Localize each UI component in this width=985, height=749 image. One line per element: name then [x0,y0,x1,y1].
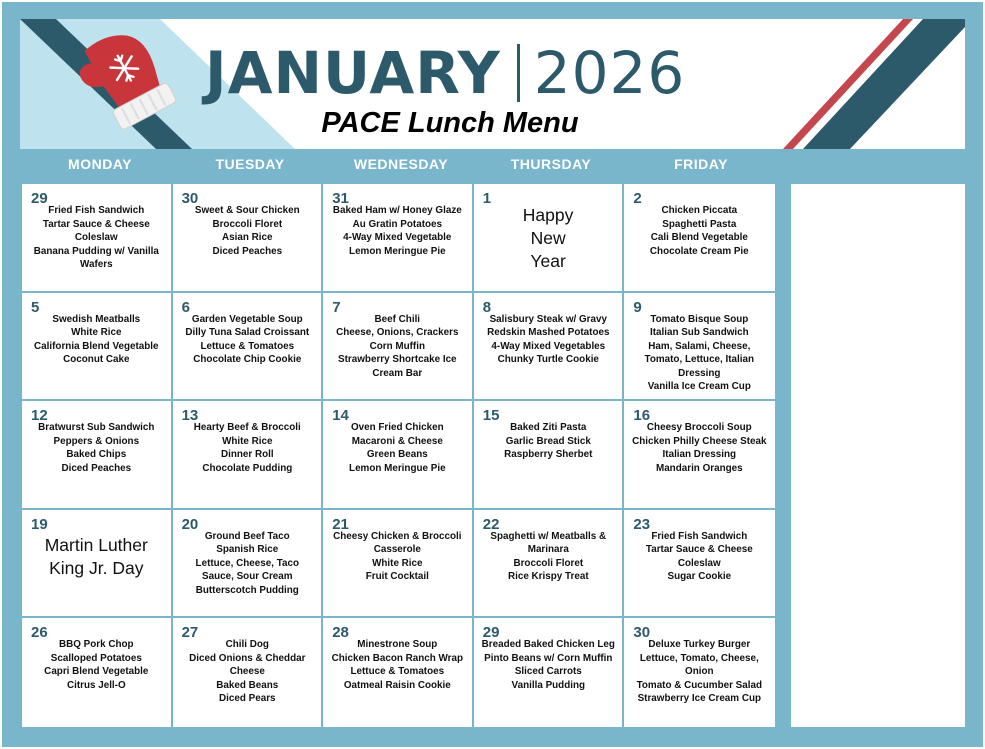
menu-item: Cheesy Broccoli Soup [647,421,753,434]
day-date: 8 [482,298,492,316]
menu-items [627,421,772,475]
day-cell [22,510,173,619]
menu-item: Cheese, Onions, Crackers [336,326,459,339]
menu-item: 4-Way Mixed Vegetable [343,231,452,243]
menu-item: Raspberry Sherbet [503,448,593,461]
day-cell [624,401,775,510]
menu-item: Asian Rice [221,231,273,243]
day-date: 31 [332,190,349,207]
menu-items [176,421,319,475]
menu-item: Green Beans [367,448,428,461]
menu-items [25,638,168,692]
day-cell [474,184,625,293]
day-cell [22,618,173,727]
menu-item: Wafers [80,258,113,270]
menu-item: Cheesy Chicken & Broccoli [333,529,462,542]
menu-item: White Rice [372,556,423,569]
day-header-tuesday: TUESDAY [215,156,285,172]
day-cell [624,293,775,402]
menu-item: Onion [685,665,714,678]
menu-items [627,313,772,394]
menu-item: Vanilla Ice Cream Cup [648,380,752,393]
menu-item: Chocolate Pudding [201,461,292,474]
day-date: 21 [332,515,349,533]
menu-item: Diced Pears [218,692,276,705]
menu-item: Strawberry Ice Cream Cup [637,692,762,705]
menu-item: Baked Beans [215,678,278,691]
day-cell [173,184,324,293]
day-date: 22 [482,515,500,533]
menu-item: Dinner Roll [220,448,274,461]
day-date: 26 [31,624,48,642]
menu-item: Strawberry Shortcake Ice [338,353,457,366]
holiday-label-line: Happy [522,205,574,225]
day-cell [474,293,625,402]
day-date: 29 [31,190,48,207]
menu-item: Chicken Philly Cheese Steak [632,434,767,447]
menu-items [176,313,319,367]
menu-items [477,638,620,692]
holiday-label-line: Year [530,251,566,271]
menu-items [25,204,168,272]
menu-item: Citrus Jell-O [66,678,126,691]
day-cell [624,184,775,293]
day-date: 9 [633,298,642,316]
menu-item: Baked Chips [66,448,127,461]
menu-item: BBQ Pork Chop [59,638,134,651]
holiday-label-line: Martin Luther [44,534,148,555]
day-cell [173,401,324,510]
menu-item: Vanilla Pudding [511,678,585,691]
menu-item: Ham, Salami, Cheese, [648,339,751,352]
menu-item: Broccoli Floret [212,217,282,230]
menu-item: Fruit Cocktail [365,570,430,583]
day-date: 6 [181,298,190,316]
menu-item: Cali Blend Vegetable [651,231,749,243]
menu-item: Macaroni & Cheese [351,434,444,447]
menu-items [326,638,469,692]
menu-item: Redskin Mashed Potatoes [486,326,610,339]
menu-items [25,313,168,367]
menu-item: Broccoli Floret [513,556,583,569]
day-date: 5 [31,298,40,316]
menu-item: Dressing [678,366,721,379]
day-date: 29 [482,624,500,642]
menu-item: Spaghetti Pasta [662,217,737,230]
menu-item: Lettuce & Tomatoes [200,339,294,352]
menu-item: Au Gratin Potatoes [352,217,443,230]
day-date: 14 [332,407,349,425]
holiday-label [476,204,621,273]
day-cell [323,184,474,293]
day-date: 28 [332,624,349,642]
day-cell [323,510,474,619]
holiday-label [24,534,169,580]
menu-items [176,638,319,706]
day-date: 23 [633,515,651,533]
day-cell [173,510,324,619]
menu-items [326,313,469,381]
menu-item: Beef Chili [374,312,421,325]
menu-items [477,421,620,462]
menu-item: Mandarin Oranges [656,461,744,474]
menu-item: California Blend Vegetable [34,339,159,352]
menu-items [326,204,469,258]
menu-items [176,204,319,258]
menu-item: Garden Vegetable Soup [191,312,303,325]
holiday-label-line: King Jr. Day [49,557,144,578]
menu-subtitle: PACE Lunch Menu [321,107,579,139]
menu-item: Marinara [527,543,569,556]
menu-item: Tartar Sauce & Cheese [646,543,754,556]
day-cell [173,618,324,727]
menu-item: Breaded Baked Chicken Leg [481,638,615,651]
menu-item: Tomato & Cucumber Salad [636,678,763,691]
day-header-friday: FRIDAY [674,156,728,172]
menu-item: Oatmeal Raisin Cookie [344,678,451,691]
menu-item: Diced Peaches [61,461,132,474]
menu-item: Sugar Cookie [667,570,732,583]
menu-item: Deluxe Turkey Burger [648,638,751,651]
menu-item: Baked Ziti Pasta [509,421,587,434]
day-date: 20 [181,515,199,533]
day-cell [173,293,324,402]
menu-item: Garlic Bread Stick [505,434,591,447]
menu-item: 4-Way Mixed Vegetables [491,339,605,352]
day-cell [22,293,173,402]
menu-item: Banana Pudding w/ Vanilla [33,244,159,257]
menu-items [326,530,469,584]
day-cell [22,184,173,293]
day-date: 13 [181,407,199,425]
menu-item: Chocolate Cream Pie [650,244,750,257]
menu-item: Capri Blend Vegetable [44,665,149,678]
menu-item: Corn Muffin [369,339,426,352]
menu-item: Sliced Carrots [514,665,582,678]
day-date: 27 [181,624,199,642]
mitten-snowflake-icon [56,29,186,129]
day-cell [323,618,474,727]
menu-item: Pinto Beans w/ Corn Muffin [483,651,613,664]
menu-items [627,530,772,584]
day-date: 16 [633,407,651,425]
calendar-title [205,37,765,109]
day-cell [624,618,775,727]
month-title: JANUARY [205,39,501,107]
menu-item: Sauce, Sour Cream [201,570,293,583]
day-cell [474,401,625,510]
menu-item: Lemon Meringue Pie [349,244,446,257]
title-divider [517,44,520,102]
menu-item: Spanish Rice [215,543,278,556]
menu-item: Cream Bar [372,366,423,379]
menu-item: Lettuce & Tomatoes [350,665,445,678]
day-date: 2 [633,190,642,207]
menu-item: Italian Sub Sandwich [650,326,750,339]
menu-item: Lettuce, Cheese, Taco [195,556,299,569]
menu-item: White Rice [221,434,273,447]
day-cell [474,510,625,619]
day-cell [624,510,775,619]
menu-item: Diced Onions & Cheddar [188,651,306,664]
menu-items [477,313,620,367]
menu-item: Lemon Meringue Pie [349,461,446,474]
menu-item: Oven Fried Chicken [351,421,444,434]
menu-item: Chicken Piccata [661,204,738,216]
day-date: 19 [31,515,48,533]
menu-item: Salisbury Steak w/ Gravy [489,312,607,325]
menu-item: Hearty Beef & Broccoli [193,421,301,434]
day-cell [323,401,474,510]
day-cell [323,293,474,402]
menu-item: Tomato Bisque Soup [650,312,749,325]
menu-items [627,204,772,258]
day-cell [474,618,625,727]
notes-box [791,184,965,727]
menu-item: Cheese [229,665,265,678]
menu-item: Sweet & Sour Chicken [194,204,300,216]
menu-items [25,421,168,475]
menu-item: Coconut Cake [63,353,130,366]
menu-item: Lettuce, Tomato, Cheese, [640,651,760,664]
menu-item: Chocolate Chip Cookie [192,353,301,366]
menu-item: Butterscotch Pudding [195,583,299,596]
menu-item: Diced Peaches [212,244,282,257]
day-date: 12 [31,407,48,425]
menu-item: Italian Dressing [662,448,737,461]
menu-item: Baked Ham w/ Honey Glaze [333,204,462,216]
menu-item: Rice Krispy Treat [507,570,589,583]
day-cell [22,401,173,510]
menu-item: Tomato, Lettuce, Italian [644,353,755,366]
menu-item: Minestrone Soup [357,638,438,651]
menu-item: Casserole [373,543,422,556]
holiday-label-line: New [530,228,566,248]
day-date: 15 [482,407,500,425]
day-header-thursday: THURSDAY [510,156,592,172]
menu-item: Chicken Bacon Ranch Wrap [331,651,464,664]
menu-item: Coleslaw [74,231,118,243]
menu-item: Fried Fish Sandwich [651,529,748,542]
menu-items [326,421,469,475]
menu-item: Chili Dog [225,638,269,651]
day-header-wednesday: WEDNESDAY [353,156,449,172]
menu-items [176,530,319,598]
year-title: 2026 [533,39,686,107]
menu-item: Tartar Sauce & Cheese [42,217,150,230]
menu-item: Dilly Tuna Salad Croissant [184,326,309,339]
menu-item: Peppers & Onions [53,434,140,447]
menu-item: Bratwurst Sub Sandwich [38,421,155,434]
day-date: 1 [482,190,492,207]
calendar-grid [22,184,775,727]
menu-items [477,530,620,584]
menu-item: Scalloped Potatoes [50,651,142,664]
menu-item: Swedish Meatballs [52,312,141,325]
calendar-header [20,19,965,149]
menu-item: White Rice [71,326,122,339]
menu-item: Chunky Turtle Cookie [497,353,599,366]
menu-item: Fried Fish Sandwich [48,204,145,216]
day-date: 30 [181,190,199,207]
menu-item: Spaghetti w/ Meatballs & [490,529,606,542]
menu-item: Coleslaw [678,556,722,569]
day-date: 30 [633,624,651,642]
menu-item: Ground Beef Taco [204,529,290,542]
menu-items [627,638,772,706]
day-date: 7 [332,298,341,316]
day-header-monday: MONDAY [68,156,132,172]
